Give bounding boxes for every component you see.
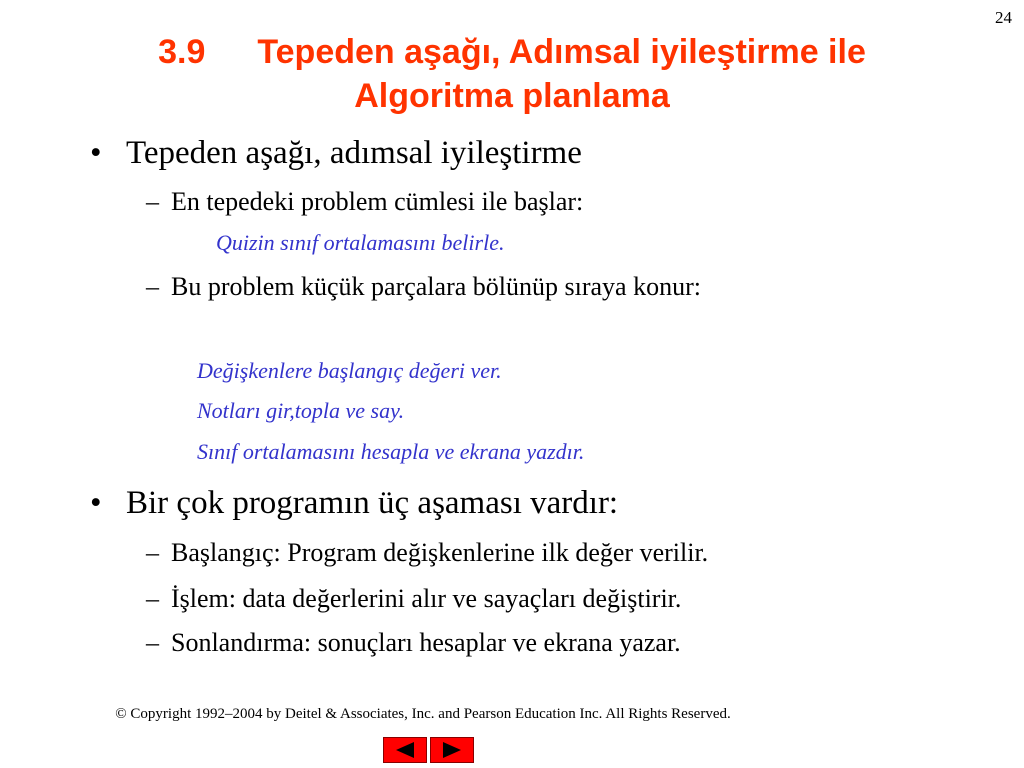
bullet-marker: • [90,485,102,521]
sub-item-end-phase [146,627,681,659]
sub-item-text: En tepedeki problem cümlesi ile başlar: [171,187,584,216]
bullet-top-down-refinement [90,133,582,173]
sub-item-init-phase [146,537,708,569]
bullet-marker: • [90,135,102,171]
dash-marker: – [146,538,159,567]
copyright-footer: © Copyright 1992–2004 by Deitel & Associates, Inc. and Pearson Education Inc. All Rights Reserved. [115,706,731,722]
bullet-text: Bir çok programın üç aşaması vardır: [126,485,619,521]
dash-marker: – [146,272,159,301]
title-line-1 [0,30,1024,74]
pseudocode-step: Sınıf ortalamasını hesapla ve ekrana yazdır. [197,439,585,464]
slide-title [0,30,1024,118]
sub-item-text: Sonlandırma: sonuçları hesaplar ve ekrana yazar. [171,628,681,657]
page-number: 24 [995,8,1012,27]
sub-item-start [146,186,583,218]
left-triangle-arrow-icon [393,741,417,759]
next-slide-button[interactable] [430,737,474,763]
previous-slide-button[interactable] [383,737,427,763]
right-triangle-arrow-icon [440,741,464,759]
pseudocode-step: Notları gir,topla ve say. [197,398,405,423]
dash-marker: – [146,628,159,657]
bullet-program-phases [90,483,618,523]
title-line-2: Algoritma planlama [354,77,670,115]
sub-item-text: Başlangıç: Program değişkenlerine ilk değer verilir. [171,538,709,567]
title-text-line-1: Tepeden aşağı, Adımsal iyileştirme ile [257,33,866,71]
sub-item-text: Bu problem küçük parçalara bölünüp sıraya konur: [171,272,701,301]
pseudocode-step: Değişkenlere başlangıç değeri ver. [197,358,502,383]
sub-item-divide [146,271,701,303]
sub-item-process-phase [146,583,681,615]
dash-marker: – [146,187,159,216]
dash-marker: – [146,584,159,613]
sub-item-text: İşlem: data değerlerini alır ve sayaçları değiştirir. [171,584,682,613]
bullet-text: Tepeden aşağı, adımsal iyileştirme [126,135,582,171]
pseudocode-top: Quizin sınıf ortalamasını belirle. [216,230,505,255]
section-number: 3.9 [158,33,206,71]
